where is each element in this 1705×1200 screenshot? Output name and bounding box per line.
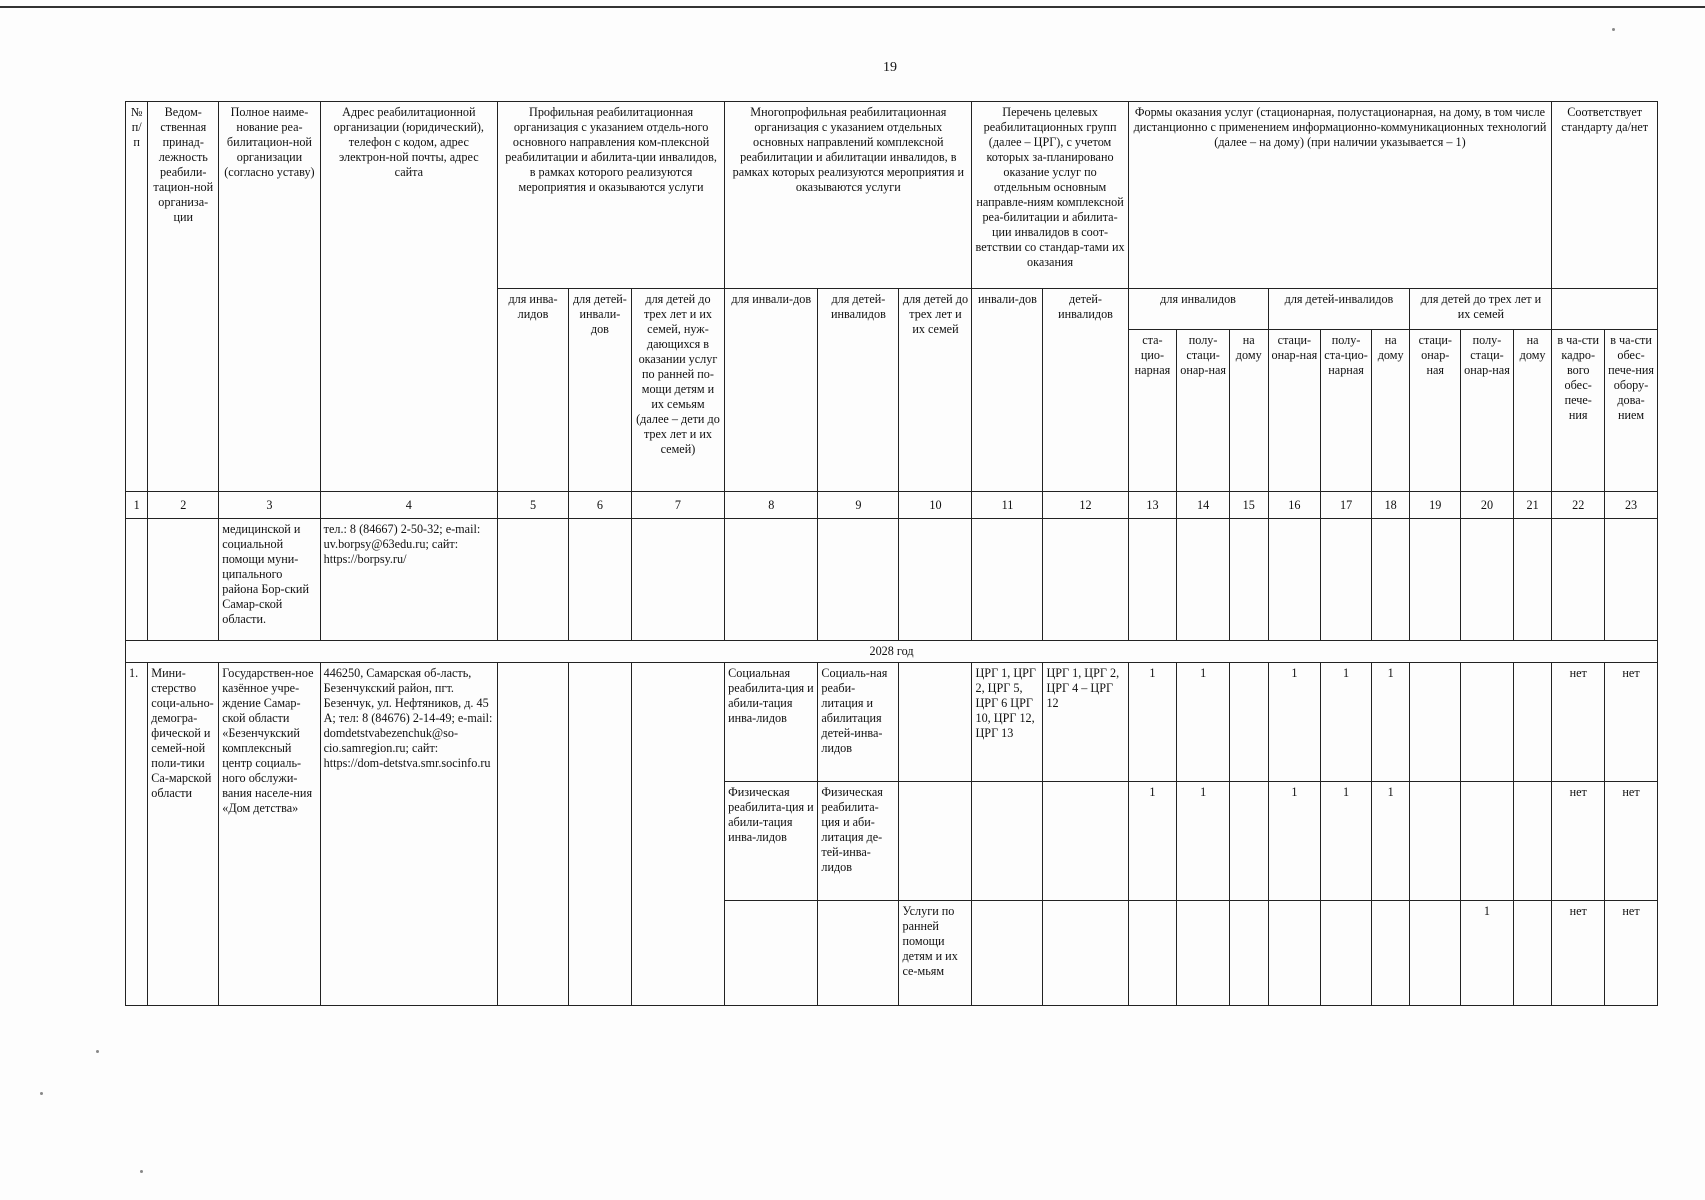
header-c23: в ча-сти обес-пече-ния обору-дова-нием — [1605, 330, 1658, 492]
cell-c20 — [1461, 782, 1514, 901]
header-c10: для детей до трех лет и их семей — [899, 289, 972, 492]
col-num: 22 — [1552, 492, 1605, 519]
scan-speck — [40, 1092, 43, 1095]
cell-c21 — [1513, 782, 1552, 901]
header-c5: для инва-лидов — [498, 289, 569, 492]
col-num: 13 — [1128, 492, 1177, 519]
header-standard-spacer — [1552, 289, 1658, 330]
cell-c21 — [1513, 663, 1552, 782]
cell-c9: Физическая реабилита-ция и аби-литация де-тей-инва-лидов — [818, 782, 899, 901]
header-c18: на дому — [1371, 330, 1410, 492]
header-address: Адрес реабилитационной организации (юридический), телефон с кодом, адрес электрон-ной почты, адрес сайта — [320, 102, 497, 492]
header-ministry: Ведом-ственная принад-лежность реабили-тацион-ной организа-ции — [148, 102, 219, 492]
header-c6: для детей-инвали-дов — [568, 289, 631, 492]
header-multiprofile-org: Многопрофильная реабилитационная организация с указанием отдельных основных направлений комплексной реабилитации и абилитации инвалидов, в рамках которых реализуются мероприятия и оказываются услуги — [725, 102, 972, 289]
col-num: 3 — [219, 492, 320, 519]
cell-c18: 1 — [1371, 782, 1410, 901]
col-num: 11 — [972, 492, 1043, 519]
cell-c9: Социаль-ная реаби-литация и абилитация детей-инва-лидов — [818, 663, 899, 782]
column-number-row — [126, 492, 1658, 519]
header-standard: Соответствует стандарту да/нет — [1552, 102, 1658, 289]
cell-c16: 1 — [1268, 782, 1321, 901]
scan-speck — [1612, 28, 1615, 31]
cell-c14 — [1177, 901, 1230, 1006]
header-c8: для инвали-дов — [725, 289, 818, 492]
col-num: 5 — [498, 492, 569, 519]
cell-c13: 1 — [1128, 782, 1177, 901]
cell-c8: Социальная реабилита-ция и абили-тация инва-лидов — [725, 663, 818, 782]
header-c22: в ча-сти кадро-вого обес-печe-ния — [1552, 330, 1605, 492]
cell-c22: нет — [1552, 663, 1605, 782]
cell-c12: ЦРГ 1, ЦРГ 2, ЦРГ 4 – ЦРГ 12 — [1043, 663, 1128, 782]
header-c15: на дому — [1229, 330, 1268, 492]
header-c13: ста-цио-нарная — [1128, 330, 1177, 492]
cell-c18: 1 — [1371, 663, 1410, 782]
top-rule — [0, 6, 1705, 8]
cell-c13 — [1128, 901, 1177, 1006]
cell-c10 — [899, 663, 972, 782]
cell-c20: 1 — [1461, 901, 1514, 1006]
header-group-under-three: для детей до трех лет и их семей — [1410, 289, 1552, 330]
header-service-forms: Формы оказания услуг (стационарная, полустационарная, на дому, в том числе дистанционно с применением информационно-коммуникационных технологий (далее – на дому) (при наличии указывается – 1) — [1128, 102, 1552, 289]
cell-c16 — [1268, 901, 1321, 1006]
header-group-invalids: для инвалидов — [1128, 289, 1268, 330]
year-label: 2028 год — [126, 641, 1658, 663]
cell-c15 — [1229, 782, 1268, 901]
entry-ministry: Мини-стерство соци-ально-демогра-фической и семей-ной поли-тики Са-марской области — [148, 663, 219, 1006]
col-num: 19 — [1410, 492, 1461, 519]
cell-c8: Физическая реабилита-ция и абили-тация инва-лидов — [725, 782, 818, 901]
header-group-children: для детей-инвалидов — [1268, 289, 1410, 330]
cell-c11 — [972, 901, 1043, 1006]
header-c7: для детей до трех лет и их семей, нуж-дающихся в оказании услуг по ранней по-мощи детям и их семьям (далее – дети до трех лет и их семей) — [631, 289, 724, 492]
col-num: 20 — [1461, 492, 1514, 519]
cell-c17: 1 — [1321, 782, 1372, 901]
cell-c14: 1 — [1177, 782, 1230, 901]
scan-speck — [140, 1170, 143, 1173]
entry-address: 446250, Самарская об-ласть, Безенчукский район, пгт. Безенчук, ул. Нефтяников, д. 45 А; тел: 8 (84676) 2-14-49; e-mail: domdetstvabezenchuk@so-cio.samregion.ru; сайт: https://dom-detstva.smr.socinfo.ru — [320, 663, 497, 1006]
cell-c9 — [818, 901, 899, 1006]
cell-c19 — [1410, 901, 1461, 1006]
cell-c23: нет — [1605, 663, 1658, 782]
cell-c12 — [1043, 901, 1128, 1006]
header-c16: стаци-онар-ная — [1268, 330, 1321, 492]
header-c9: для детей-инвалидов — [818, 289, 899, 492]
cell-c22: нет — [1552, 782, 1605, 901]
cell-c17: 1 — [1321, 663, 1372, 782]
cell-c10 — [899, 782, 972, 901]
header-c14: полу-стаци-онар-ная — [1177, 330, 1230, 492]
header-c19: стаци-онар-ная — [1410, 330, 1461, 492]
col-num: 16 — [1268, 492, 1321, 519]
header-c17: полу-ста-цио-нарная — [1321, 330, 1372, 492]
col-num: 18 — [1371, 492, 1410, 519]
cell-c16: 1 — [1268, 663, 1321, 782]
col-num: 4 — [320, 492, 497, 519]
cell-c22: нет — [1552, 901, 1605, 1006]
col-num: 8 — [725, 492, 818, 519]
cell-c23: нет — [1605, 901, 1658, 1006]
col-num: 10 — [899, 492, 972, 519]
continued-address: тел.: 8 (84667) 2-50-32; e-mail: uv.borpsy@63edu.ru; сайт: https://borpsy.ru/ — [320, 519, 497, 641]
header-row-1 — [126, 102, 1658, 289]
scan-speck — [96, 1050, 99, 1053]
cell-c14: 1 — [1177, 663, 1230, 782]
year-row — [126, 641, 1658, 663]
page-number: 19 — [883, 60, 897, 75]
cell-c11 — [972, 782, 1043, 901]
cell-c18 — [1371, 901, 1410, 1006]
header-org-name: Полное наиме-нование реа-билитацион-ной организации (согласно уставу) — [219, 102, 320, 492]
col-num: 2 — [148, 492, 219, 519]
rehabilitation-organizations-table — [125, 101, 1658, 1006]
col-num: 23 — [1605, 492, 1658, 519]
col-num: 9 — [818, 492, 899, 519]
cell-c17 — [1321, 901, 1372, 1006]
cell-c21 — [1513, 901, 1552, 1006]
header-c21: на дому — [1513, 330, 1552, 492]
col-num: 1 — [126, 492, 148, 519]
col-num: 6 — [568, 492, 631, 519]
col-num: 15 — [1229, 492, 1268, 519]
cell-c15 — [1229, 663, 1268, 782]
cell-c15 — [1229, 901, 1268, 1006]
col-num: 14 — [1177, 492, 1230, 519]
col-num: 21 — [1513, 492, 1552, 519]
header-num: № п/п — [126, 102, 148, 492]
continued-org-name: медицинской и социальной помощи муни-ципального района Бор-ский Самар-ской области. — [219, 519, 320, 641]
table-row — [126, 663, 1658, 782]
cell-c8 — [725, 901, 818, 1006]
header-profile-org: Профильная реабилитационная организация с указанием отдель-ного основного направления ком-плексной реабилитации и абилита-ции инвалидов, в рамках которого реализуются мероприятия и оказываются услуги — [498, 102, 725, 289]
header-c20: полу-стаци-онар-ная — [1461, 330, 1514, 492]
cell-c13: 1 — [1128, 663, 1177, 782]
header-c11: инвали-дов — [972, 289, 1043, 492]
entry-number: 1. — [126, 663, 148, 1006]
entry-org-name: Государствен-ное казённое учре-ждение Самар-ской области «Безенчукский комплексный центр социаль-ного обслужи-вания населе-ния «Дом детства» — [219, 663, 320, 1006]
cell-c19 — [1410, 782, 1461, 901]
cell-c20 — [1461, 663, 1514, 782]
cell-c12 — [1043, 782, 1128, 901]
header-target-groups: Перечень целевых реабилитационных групп (далее – ЦРГ), с учетом которых за-планировано оказание услуг по отдельным основным направле-ниям комплексной реа-билитации и абилита-ции инвалидов в соот-ветствии со стандар-тами их оказания — [972, 102, 1128, 289]
cell-c11: ЦРГ 1, ЦРГ 2, ЦРГ 5, ЦРГ 6 ЦРГ 10, ЦРГ 12, ЦРГ 13 — [972, 663, 1043, 782]
cell-c19 — [1410, 663, 1461, 782]
header-c12: детей-инвалидов — [1043, 289, 1128, 492]
cell-c10: Услуги по ранней помощи детям и их се-мьям — [899, 901, 972, 1006]
col-num: 7 — [631, 492, 724, 519]
continued-row — [126, 519, 1658, 641]
cell-c23: нет — [1605, 782, 1658, 901]
col-num: 12 — [1043, 492, 1128, 519]
col-num: 17 — [1321, 492, 1372, 519]
